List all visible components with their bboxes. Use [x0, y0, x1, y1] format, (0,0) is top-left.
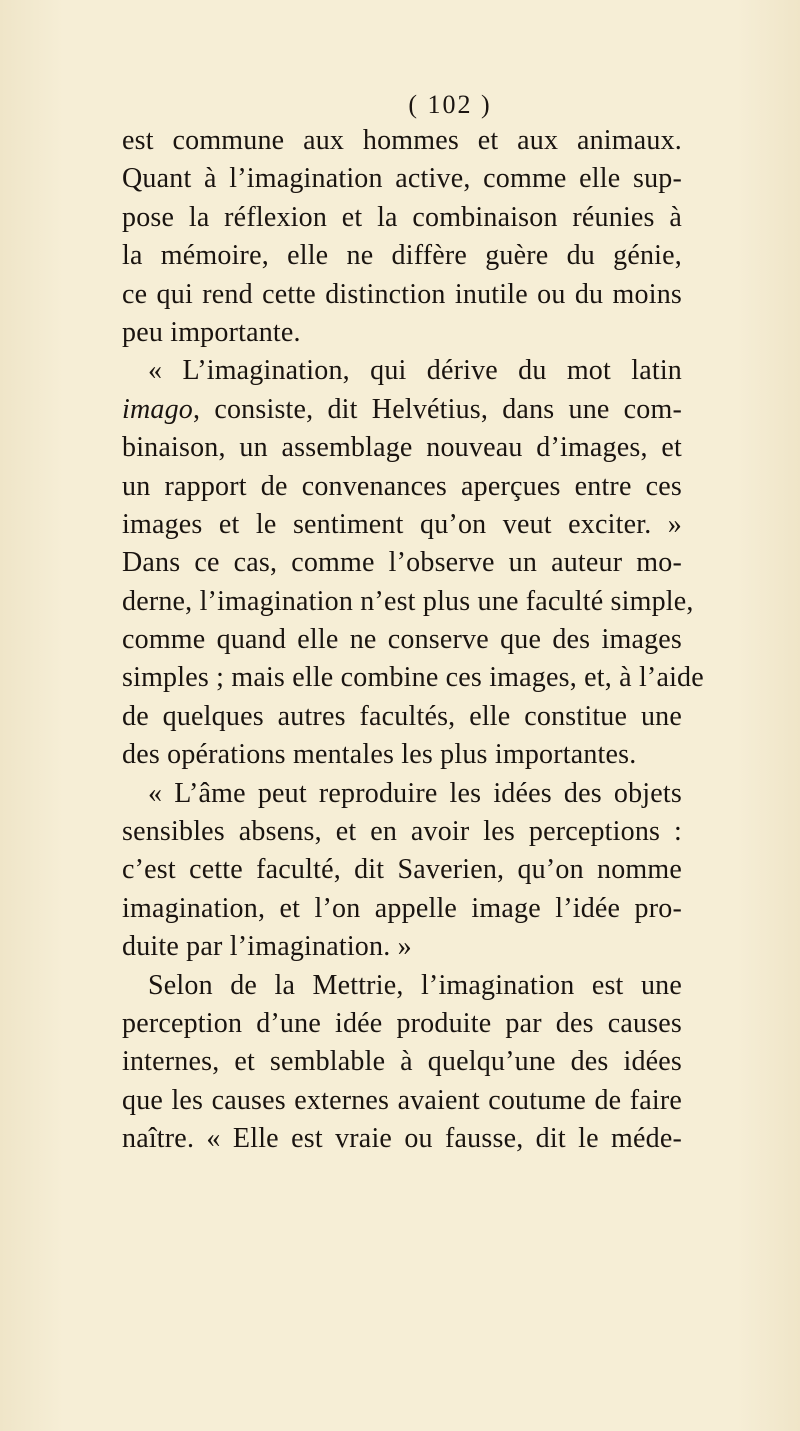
- text-line: un rapport de convenances aperçues entre ces: [122, 470, 682, 502]
- text-line: peu importante.: [122, 316, 301, 348]
- text-line: Quant à l’imagination active, comme elle sup-: [122, 163, 682, 195]
- text-line: perception d’une idée produite par des causes: [122, 1007, 682, 1039]
- text-line: derne, l’imagination n’est plus une faculté simple,: [122, 585, 694, 617]
- text-line: binaison, un assemblage nouveau d’images, et: [122, 432, 682, 464]
- text-line: « L’imagination, qui dérive du mot latin: [148, 355, 682, 387]
- text-line: sensibles absens, et en avoir les perceptions :: [122, 816, 682, 848]
- text-line: pose la réflexion et la combinaison réunies à: [122, 201, 682, 233]
- text-line: est commune aux hommes et aux animaux.: [122, 125, 682, 156]
- page-number: ( 102 ): [408, 90, 492, 119]
- text-line: simples ; mais elle combine ces images, et, à l’aide: [122, 662, 704, 694]
- text-line: imagination, et l’on appelle image l’idée pro-: [122, 892, 682, 924]
- text-line: que les causes externes avaient coutume de faire: [122, 1084, 682, 1116]
- text-line: images et le sentiment qu’on veut exciter. »: [122, 508, 682, 540]
- text-line: imago, consiste, dit Helvétius, dans une com-: [122, 393, 682, 425]
- text-line: Dans ce cas, comme l’observe un auteur mo-: [122, 547, 682, 579]
- latin-word: imago: [122, 393, 193, 425]
- text-line: naître. « Elle est vraie ou fausse, dit le méde-: [122, 1123, 682, 1155]
- text-line: Selon de la Mettrie, l’imagination est une: [148, 969, 682, 1001]
- text-line: des opérations mentales les plus importantes.: [122, 739, 637, 771]
- text-line: ce qui rend cette distinction inutile ou du moins: [122, 278, 682, 310]
- text-line: internes, et semblable à quelqu’une des idées: [122, 1046, 682, 1078]
- text-line: de quelques autres facultés, elle constitue une: [122, 700, 682, 732]
- text-line: duite par l’imagination. »: [122, 931, 412, 963]
- body-text: [122, 122, 704, 1159]
- text-line: la mémoire, elle ne diffère guère du génie,: [122, 240, 682, 272]
- text-line: comme quand elle ne conserve que des images: [122, 624, 682, 656]
- text-line: « L’âme peut reproduire les idées des objets: [148, 777, 682, 809]
- text-line: c’est cette faculté, dit Saverien, qu’on nomme: [122, 854, 682, 886]
